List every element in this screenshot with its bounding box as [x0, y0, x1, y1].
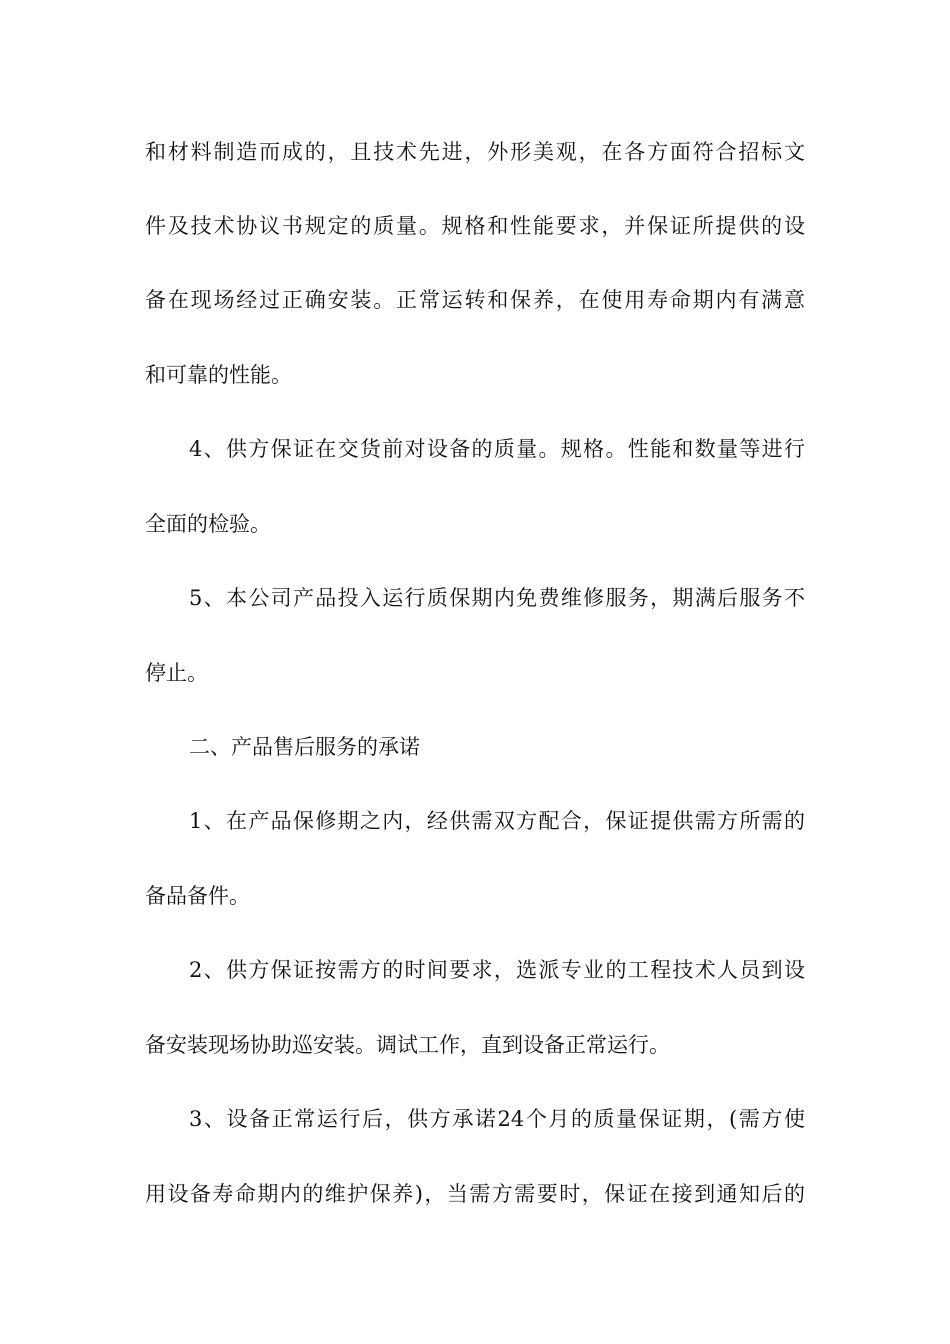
text-line: 备安装现场协助巡安装。调试工作，直到设备正常运行。 [145, 1033, 670, 1057]
text-line: 3、设备正常运行后，供方承诺24个月的质量保证期，(需方使 [189, 1107, 805, 1131]
text-line: 4、供方保证在交货前对设备的质量。规格。性能和数量等进行 [189, 437, 805, 461]
text-line: 5、本公司产品投入运行质保期内免费维修服务，期满后服务不 [189, 586, 805, 610]
text-line: 和材料制造而成的，且技术先进，外形美观，在各方面符合招标文 [145, 140, 805, 164]
section-heading: 二、产品售后服务的承诺 [189, 735, 420, 759]
text-line: 件及技术协议书规定的质量。规格和性能要求，并保证所提供的设 [145, 214, 805, 238]
text-line: 停止。 [145, 661, 208, 685]
text-line: 备品备件。 [145, 884, 250, 908]
text-line: 全面的检验。 [145, 512, 271, 536]
text-line: 2、供方保证按需方的时间要求，选派专业的工程技术人员到设 [189, 958, 805, 982]
text-line: 用设备寿命期内的维护保养)，当需方需要时，保证在接到通知后的 [145, 1182, 805, 1206]
text-line: 1、在产品保修期之内，经供需双方配合，保证提供需方所需的 [189, 809, 805, 833]
text-line: 备在现场经过正确安装。正常运转和保养，在使用寿命期内有满意 [145, 288, 805, 312]
text-line: 和可靠的性能。 [145, 363, 292, 387]
